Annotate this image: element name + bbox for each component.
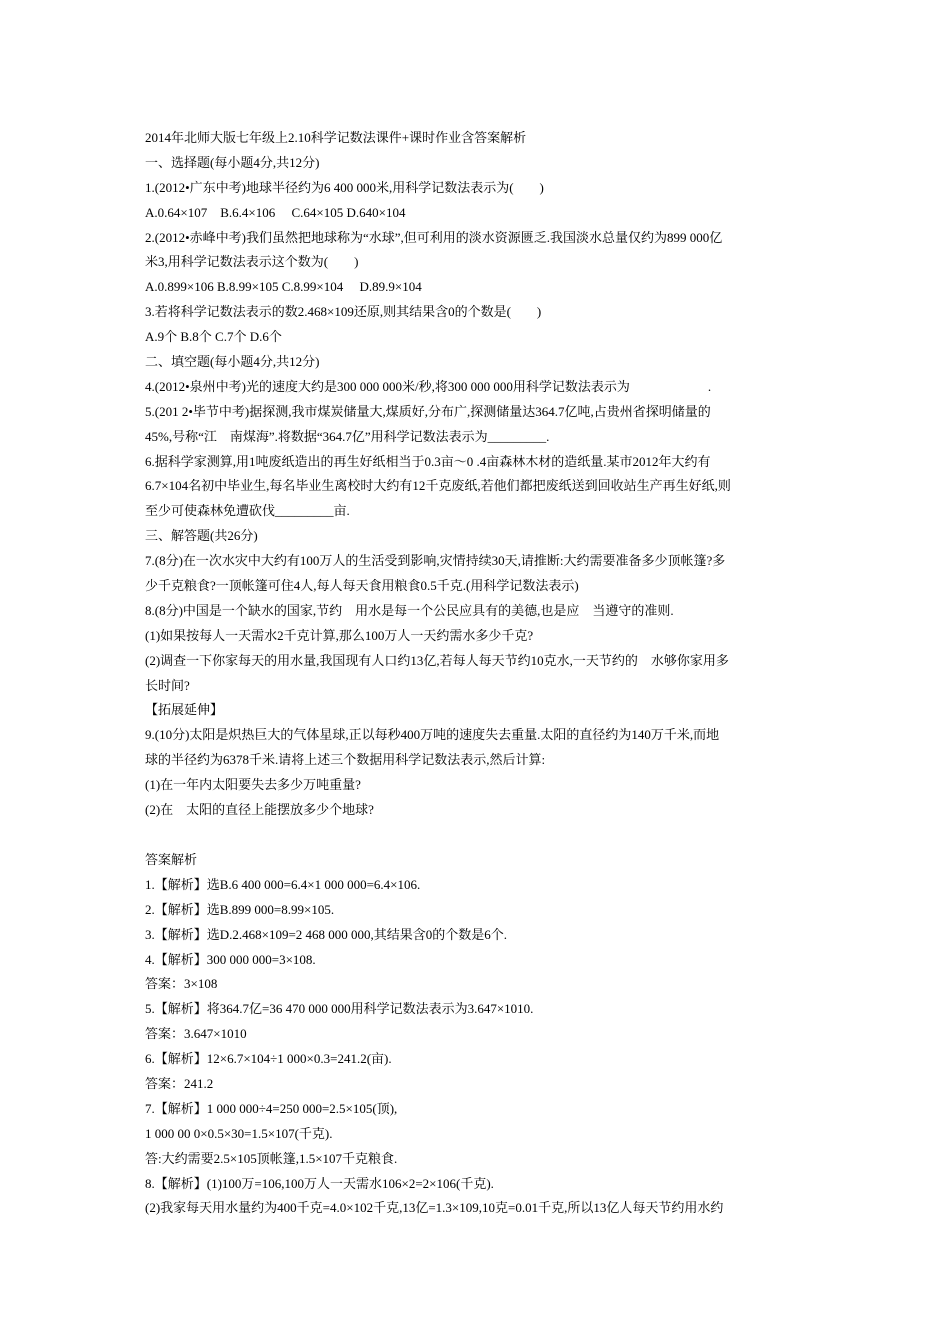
question-2-line-2: 米3,用科学记数法表示这个数为( )	[145, 254, 359, 270]
extension-heading: 【拓展延伸】	[145, 702, 224, 718]
answer-7-line-1: 7.【解析】1 000 000÷4=250 000=2.5×105(顶),	[145, 1100, 398, 1116]
question-9-part-2: (2)在 太阳的直径上能摆放多少个地球?	[145, 802, 374, 818]
question-8-part-1: (1)如果按每人一天需水2千克计算,那么100万人一天约需水多少千克?	[145, 627, 534, 643]
answers-section	[145, 848, 815, 1221]
answer-6-result: 答案：241.2	[145, 1075, 214, 1091]
question-8-part-2-line-1: (2)调查一下你家每天的用水量,我国现有人口约13亿,若每人每天节约10克水,一天节约的 水够你家用多	[145, 652, 729, 668]
answer-5: 5.【解析】将364.7亿=36 470 000 000用科学记数法表示为3.647×1010.	[145, 1001, 534, 1017]
answer-8-part-1: 8.【解析】(1)100万=106,100万人一天需水106×2=2×106(千克).	[145, 1175, 494, 1191]
question-4: 4.(2012•泉州中考)光的速度大约是300 000 000米/秒,将300 000 000用科学记数法表示为 .	[145, 378, 712, 394]
document-title: 2014年北师大版七年级上2.10科学记数法课件+课时作业含答案解析	[145, 130, 527, 145]
answer-6: 6.【解析】12×6.7×104÷1 000×0.3=241.2(亩).	[145, 1051, 392, 1067]
question-8-part-2-line-2: 长时间?	[145, 677, 190, 693]
answer-3: 3.【解析】选D.2.468×109=2 468 000 000,其结果含0的个数是6个.	[145, 926, 508, 942]
question-7-line-1: 7.(8分)在一次水灾中大约有100万人的生活受到影响,灾情持续30天,请推断:大约需要准备多少顶帐篷?多	[145, 553, 726, 569]
answer-1: 1.【解析】选B.6 400 000=6.4×1 000 000=6.4×106.	[145, 876, 421, 892]
question-9-part-1: (1)在一年内太阳要失去多少万吨重量?	[145, 777, 361, 793]
question-3-options: A.9个 B.8个 C.7个 D.6个	[145, 329, 282, 345]
question-2-options: A.0.899×106 B.8.99×105 C.8.99×104 D.89.9×104	[145, 279, 422, 295]
question-9-line-1: 9.(10分)太阳是炽热巨大的气体星球,正以每秒400万吨的速度失去重量.太阳的直径约为140万千米,而地	[145, 727, 720, 743]
document-page	[145, 126, 815, 1221]
answer-4-result: 答案：3×108	[145, 976, 218, 992]
question-5-line-2: 45%,号称“江 南煤海”.将数据“364.7亿”用科学记数法表示为_________.	[145, 428, 550, 444]
question-9-line-2: 球的半径约为6378千米.请将上述三个数据用科学记数法表示,然后计算:	[145, 752, 546, 768]
question-1-options: A.0.64×107 B.6.4×106 C.64×105 D.640×104	[145, 204, 406, 220]
answer-5-result: 答案：3.647×1010	[145, 1026, 247, 1042]
question-7-line-2: 少千克粮食?一顶帐篷可住4人,每人每天食用粮食0.5千克.(用科学记数法表示)	[145, 578, 579, 594]
question-1: 1.(2012•广东中考)地球半径约为6 400 000米,用科学记数法表示为( )	[145, 179, 544, 195]
question-8: 8.(8分)中国是一个缺水的国家,节约 用水是每一个公民应具有的美德,也是应 当遵守的准则.	[145, 602, 674, 618]
question-6-line-2: 6.7×104名初中毕业生,每名毕业生离校时大约有12千克废纸,若他们都把废纸送到回收站生产再生好纸,则	[145, 478, 731, 494]
question-3: 3.若将科学记数法表示的数2.468×109还原,则其结果含0的个数是( )	[145, 304, 542, 320]
questions-section	[145, 151, 815, 823]
answer-2: 2.【解析】选B.899 000=8.99×105.	[145, 901, 335, 917]
question-6-line-3: 至少可使森林免遭砍伐_________亩.	[145, 503, 350, 519]
section-heading-fill: 二、填空题(每小题4分,共12分)	[145, 354, 320, 370]
answers-heading: 答案解析	[145, 851, 198, 867]
section-heading-choice: 一、选择题(每小题4分,共12分)	[145, 154, 320, 170]
section-spacer	[145, 823, 815, 848]
question-5-line-1: 5.(201 2•毕节中考)据探测,我市煤炭储量大,煤质好,分布广,探测储量达364.7亿吨,占贵州省探明储量的	[145, 403, 711, 419]
section-heading-solve: 三、解答题(共26分)	[145, 528, 258, 544]
answer-4: 4.【解析】300 000 000=3×108.	[145, 951, 316, 967]
answer-8-part-2: (2)我家每天用水量约为400千克=4.0×102千克,13亿=1.3×109,10克=0.01千克,所以13亿人每天节约用水约	[145, 1200, 724, 1216]
answer-7-result: 答:大约需要2.5×105顶帐篷,1.5×107千克粮食.	[145, 1150, 398, 1166]
question-6-line-1: 6.据科学家测算,用1吨废纸造出的再生好纸相当于0.3亩～0 .4亩森林木材的造纸量.某市2012年大约有	[145, 453, 711, 469]
question-2-line-1: 2.(2012•赤峰中考)我们虽然把地球称为“水球”,但可利用的淡水资源匮乏.我国淡水总量仅约为899 000亿	[145, 229, 723, 245]
answer-7-line-2: 1 000 00 0×0.5×30=1.5×107(千克).	[145, 1125, 333, 1141]
